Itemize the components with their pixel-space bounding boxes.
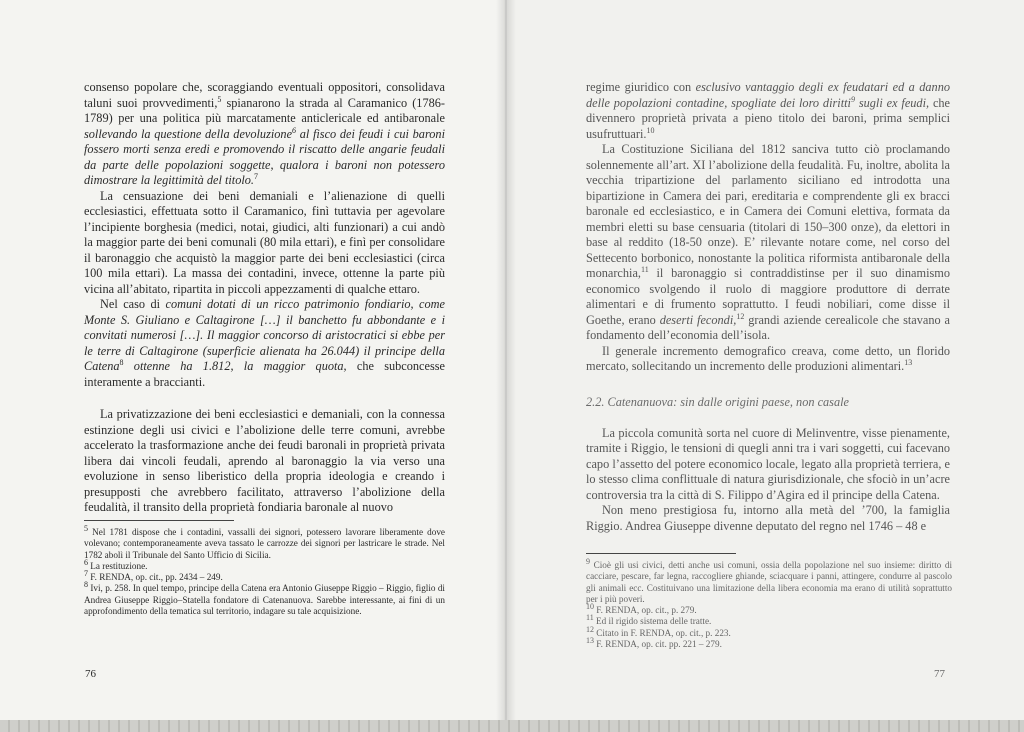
footnote: $^{10}$ F. RENDA, op. cit., p. 279. bbox=[586, 602, 697, 616]
section-heading: 2.2. Catenanuova: sin dalle origini paese, non casale bbox=[586, 394, 849, 409]
left-page bbox=[0, 0, 504, 732]
paragraph: La censuazione dei beni demaniali e l’alienazione di quelli ecclesiastici, effettuata sotto il Caramanico, finì tuttavia per agevolare l’incipiente borghesia (medici, notai, giudici, alti funzionari) a cui andò la maggior parte dei beni comunali (80 mila ettari), e finì per consolidare il baronaggio che acquistò la maggior parte dei beni ecclesiastici (circa 100 mila ettari). La massa dei contadini, invece, ottenne la parte più vicina all’abitato, ripartita in piccoli appezzamenti di qualche ettaro. bbox=[84, 188, 445, 296]
paragraph: La Costituzione Siciliana del 1812 sanciva tutto ciò proclamando solennemente all’art. XI l’abolizione della feudalità. Fu, inoltre, abolita la vecchia tripartizione del parlamento siciliano ed introdotta una bipartizione in Camera dei pari, ereditaria e comprendente gli ex bracci baronale ed ecclesiastico, e in Camera dei Comuni elettiva, formata da membri eletti su base censuaria (titolari di 150–300 onze), da elettori in base al reddito (18-50 onze). E’ rilevante notare come, nel corso del Settecento borbonico, nonostante la politica riformista antibaronale della monarchia,$^{11}$ il baronaggio si contraddistinse per il suo dinamismo economico svolgendo il ruolo di maggiore produttore di derrate alimentari e di frumento soprattutto. I feudi nobiliari, come disse il Goethe, erano deserti fecondi,$^{12}$ grandi aziende cerealicole che stavano a fondamento dell’economia dell’isola. bbox=[586, 142, 950, 342]
paragraph: Nel caso di comuni dotati di un ricco patrimonio fondiario, come Monte S. Giuliano e Caltagirone […] il banchetto fu abbondante e i convitati numerosi […]. Il maggior concorso di aristocratici si ebbe per le terre di Caltagirone (superficie alienata ha 26.044) il principe della Catena$^8$ ottenne ha 1.812, la maggior quota, che subconcesse interamente a braccianti. bbox=[84, 297, 445, 389]
paragraph: consenso popolare che, scoraggiando eventuali oppositori, consolidava taluni suoi provvedimenti,$^5$ spianarono la strada al Caramanico (1786-1789) per una politica più marcatamente anticlericale ed antibaronale sollevando la questione della devoluzione$^6$ al fisco dei feudi i cui baroni fossero morti senza eredi e promovendo il riscatto delle angarie feudali da parte delle popolazioni soggette, qualora i baroni non potessero dimostrare la legittimità del titolo.$^7$ bbox=[84, 80, 445, 187]
right-page-body bbox=[586, 80, 950, 534]
footnote: $^{11}$ Ed il rigido sistema delle tratte. bbox=[586, 613, 712, 627]
footnote: $^9$ Cioè gli usi civici, detti anche usi comuni, ossia della popolazione nel suo insieme: diritto di cacciare, pescare, far legna, raccogliere ghiande, sciacquare i panni, attingere, condurre al pascolo gli animali ecc. Costituivano una limitazione della libera economia ma erano di utilità soprattutto per i più poveri. bbox=[586, 556, 952, 604]
footnote: $^5$ Nel 1781 dispose che i contadini, vassalli dei signori, potessero lavorare liberamente dove volevano; contemporaneamente aveva tassato le carrozze dei signori per lastricare le strade. Nel 1782 abolì il Tribunale del Santo Ufficio di Sicilia. bbox=[84, 523, 445, 560]
book-gutter bbox=[496, 0, 516, 732]
footnote: $^6$ La restituzione. bbox=[84, 557, 148, 571]
page-number: 76 bbox=[85, 668, 96, 680]
paragraph: La privatizzazione dei beni ecclesiastici e demaniali, con la connessa estinzione degli usi civici e l’abolizione delle terre comuni, avrebbe accelerato la trasformazione anche dei feudi baronali in proprietà privata libera dai vincoli feudali, aprendo al baronaggio la via verso una evoluzione in senso liberistico della propria ideologia e creando i presupposti che avrebbero facilitato, attraverso l’abolizione della feudalità, il transito della proprietà fondiaria baronale al nuovo bbox=[84, 407, 445, 514]
left-footnotes bbox=[84, 520, 445, 617]
footnote-rule bbox=[586, 553, 736, 554]
scan-edge bbox=[0, 720, 1024, 732]
footnote: $^{13}$ F. RENDA, op. cit. pp. 221 – 279. bbox=[586, 636, 722, 650]
left-page-body bbox=[84, 80, 445, 516]
footnote: $^{12}$ Citato in F. RENDA, op. cit., p. 223. bbox=[586, 624, 731, 638]
footnote: $^7$ F. RENDA, op. cit., pp. 2434 – 249. bbox=[84, 569, 223, 583]
paragraph: Non meno prestigiosa fu, intorno alla metà del ’700, la famiglia Riggio. Andrea Giuseppe divenne deputato del regno nel 1746 – 48 e bbox=[586, 503, 950, 533]
footnote-rule bbox=[84, 520, 234, 521]
right-footnotes bbox=[586, 553, 952, 650]
page-number: 77 bbox=[934, 668, 945, 680]
paragraph: Il generale incremento demografico creava, come detto, un florido mercato, sollecitando un incremento delle produzioni alimentari.$^{13}$ bbox=[586, 343, 950, 373]
paragraph: La piccola comunità sorta nel cuore di Melinventre, visse pienamente, tramite i Riggio, le tensioni di quegli anni tra i vari soggetti, cui facevano capo l’assetto del potere economico locale, legato alla proprietà terriera, e lo stesso clima conflittuale di natura giurisdizionale, che sfociò in un’acre controversia tra la città di S. Filippo d’Agira ed il principe della Catena. bbox=[586, 425, 950, 502]
right-page bbox=[504, 0, 1024, 732]
paragraph: regime giuridico con esclusivo vantaggio degli ex feudatari ed a danno delle popolazioni contadine, spogliate dei loro diritti$^9$ sugli ex feudi, che divennero proprietà privata a pieno titolo dei baroni, prima semplici usufruttuari.$^{10}$ bbox=[586, 80, 951, 141]
footnote: $^8$ Ivi, p. 258. In quel tempo, principe della Catena era Antonio Giuseppe Riggio – Riggio, figlio di Andrea Giuseppe Riggio–Statella fondatore di Catenanuova. Sarebbe interessante, ai fini di un approfondimento della tematica sul territorio, indagare su tale acquisizione. bbox=[84, 580, 445, 617]
